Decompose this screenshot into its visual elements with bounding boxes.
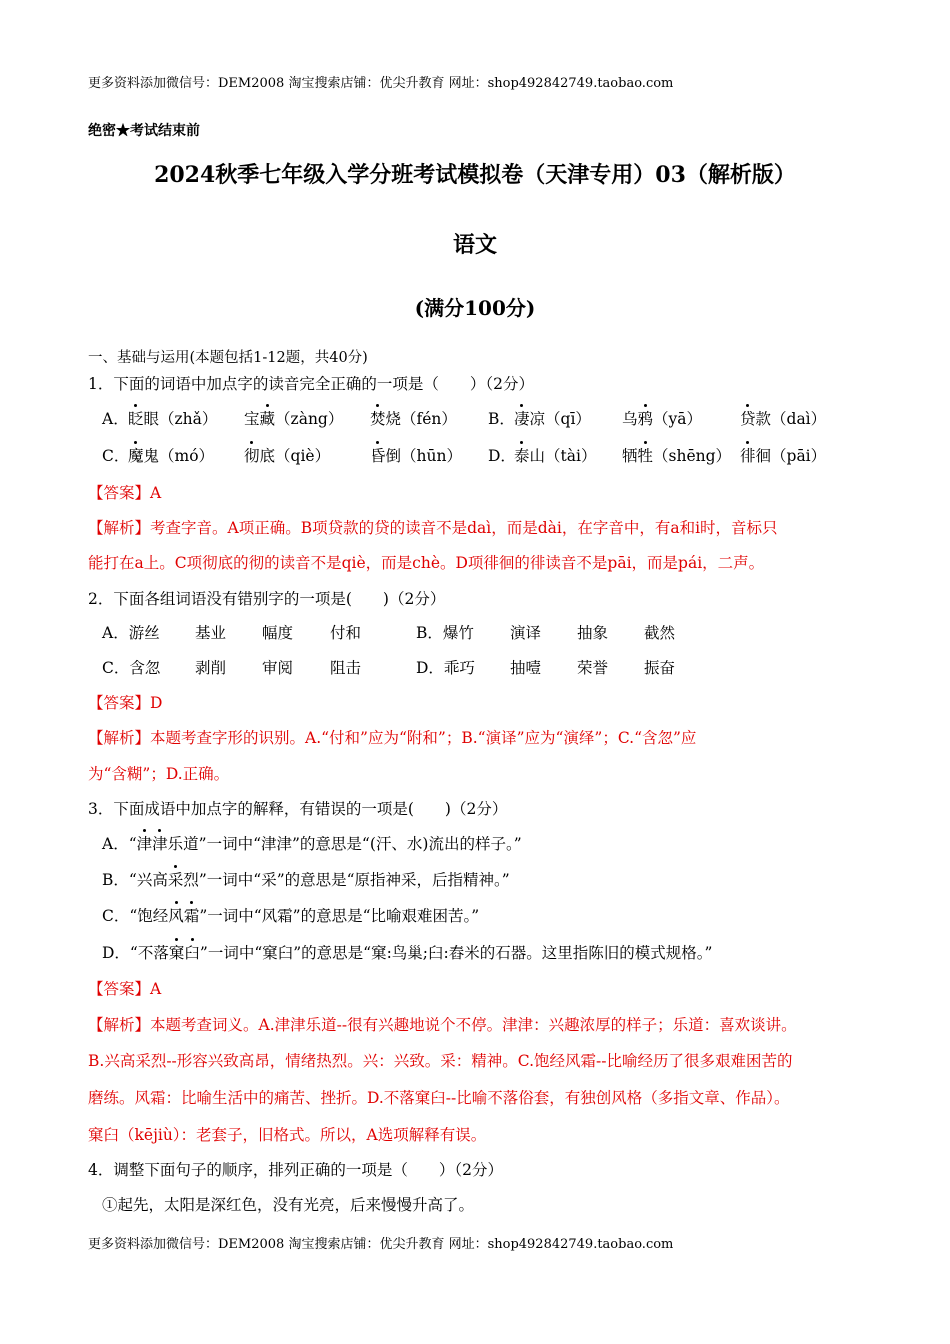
- option-rest: 乐道”一词中“津津”的意思是“(汗、水)流出的样子。”: [167, 835, 522, 853]
- q1-option-c-label: C．: [102, 447, 130, 465]
- q1-option-a-word3: [370, 407, 457, 429]
- q1-option-a-word2: [244, 407, 343, 429]
- option-pre: B．“兴高: [102, 871, 168, 889]
- dot-char: 泰: [514, 444, 530, 466]
- q2-row1-item: 基业: [195, 624, 227, 642]
- q2-stem: 2．下面各组词语没有错别字的一项是( )（2分）: [88, 590, 446, 608]
- q1-option-d-word3: [740, 444, 826, 466]
- q2-row1-item: B．爆竹: [416, 624, 474, 642]
- dot-char: 风: [168, 904, 184, 926]
- word-pre: 乌: [622, 410, 638, 428]
- q1-answer: 【答案】A: [88, 484, 162, 502]
- analysis-text: 考查字音。A项正确。B项贷款的贷的读音不是daì，而是dài，在字音中，有a和i时，音标只: [150, 519, 778, 537]
- q2-row2-item: 抽噎: [510, 659, 542, 677]
- q1-option-d-label: D．: [488, 447, 516, 465]
- q1-option-a-label: A．: [102, 410, 129, 428]
- word-rest: （shēng）: [653, 447, 732, 465]
- analysis-tag: 【解析】: [88, 519, 151, 537]
- analysis-text: 本题考查字形的识别。A.“付和”应为“附和”；B.“演译”应为“演绎”；C.“含忽”应: [150, 729, 697, 747]
- word-rest: 鬼（mó）: [143, 447, 215, 465]
- option-rest: 烈”一词中“采”的意思是“原指神采，后指精神。”: [183, 871, 510, 889]
- word-rest: 款（daì）: [755, 410, 827, 428]
- q3-option-d: [102, 941, 712, 963]
- dot-char: 焚: [370, 407, 386, 429]
- subject-title: 语文: [452, 232, 497, 258]
- word-rest: 眼（zhǎ）: [143, 410, 218, 428]
- option-rest: ”一词中“窠臼”的意思是“窠:鸟巢;臼:舂米的石器。这里指陈旧的模式规格。”: [199, 944, 713, 962]
- q3-answer: 【答案】A: [88, 980, 162, 998]
- q3-analysis-line3: 磨练。风霜：比喻生活中的痛苦、挫折。D.不落窠臼--比喻不落俗套，有独创风格（多指文章、作品）。: [88, 1089, 790, 1107]
- dot-char: 徘: [740, 444, 756, 466]
- q2-row1-item: 幅度: [262, 624, 294, 642]
- word-pre: 宝: [244, 410, 260, 428]
- confidential-label: 绝密★考试结束前: [88, 123, 200, 139]
- q2-row1-item: 演译: [510, 624, 542, 642]
- q2-row2-item: 剥削: [195, 659, 227, 677]
- q1-option-b-word3: [740, 407, 826, 429]
- q2-row2-item: 荣誉: [577, 659, 609, 677]
- q4-sentence-1: ①起先，太阳是深红色，没有光亮，后来慢慢升高了。: [102, 1196, 475, 1214]
- word-pre: 牺: [622, 447, 638, 465]
- q1-option-c-word3: [370, 444, 462, 466]
- q1-option-c-word1: [128, 444, 214, 466]
- dot-char: 霜: [184, 904, 200, 926]
- dot-char: 津: [137, 832, 153, 854]
- q1-analysis-line1: [88, 516, 778, 538]
- q2-row2-item: 振奋: [644, 659, 676, 677]
- q1-option-d-word1: [514, 444, 596, 466]
- q2-answer: 【答案】D: [88, 694, 163, 712]
- word-rest: 山（tài）: [529, 447, 597, 465]
- dot-char: 藏: [260, 407, 276, 429]
- q3-option-b: [102, 868, 510, 890]
- word-rest: （yā）: [653, 410, 703, 428]
- q2-row1-item: 截然: [644, 624, 676, 642]
- analysis-tag: 【解析】: [88, 1016, 151, 1034]
- dot-char: 鸦: [638, 407, 654, 429]
- dot-char: 津: [152, 832, 168, 854]
- option-pre: A．“: [102, 835, 137, 853]
- q2-row2-item: 阻击: [330, 659, 362, 677]
- q3-analysis-line2: B.兴高采烈--形容兴致高昂，情绪热烈。兴：兴致。采：精神。C.饱经风霜--比喻经历了很多艰难困苦的: [88, 1052, 793, 1070]
- analysis-tag: 【解析】: [88, 729, 151, 747]
- dot-char: 魔: [128, 444, 144, 466]
- q1-option-b-word1: [514, 407, 591, 429]
- q1-analysis-line2: 能打在a上。C项彻底的彻的读音不是qiè，而是chè。D项徘徊的徘读音不是pāi，而是pái，二声。: [88, 554, 765, 572]
- q2-row1-item: A．游丝: [102, 624, 160, 642]
- dot-char: 眨: [128, 407, 144, 429]
- dot-char: 牲: [638, 444, 654, 466]
- analysis-text: 本题考查词义。A.津津乐道--很有兴趣地说个不停。津津：兴趣浓厚的样子；乐道：喜欢谈讲。: [150, 1016, 797, 1034]
- section-heading: 一、基础与运用(本题包括1-12题，共40分): [88, 350, 368, 366]
- q1-option-b-word2: [622, 407, 702, 429]
- word-rest: 凉（qī）: [529, 410, 591, 428]
- q3-analysis-line1: [88, 1013, 797, 1035]
- option-rest: ”一词中“风霜”的意思是“比喻艰难困苦。”: [199, 907, 480, 925]
- word-rest: 烧（fén）: [385, 410, 457, 428]
- q2-row1-item: 抽象: [577, 624, 609, 642]
- q2-row2-item: 审阅: [262, 659, 294, 677]
- q2-analysis-line2: 为“含糊”；D.正确。: [88, 765, 230, 783]
- word-rest: 徊（pāi）: [755, 447, 827, 465]
- q3-analysis-line4: 窠臼（kējiù）：老套子，旧格式。所以，A选项解释有误。: [88, 1126, 487, 1144]
- word-rest: （zàng）: [275, 410, 344, 428]
- dot-char: 昏: [370, 444, 386, 466]
- option-pre: C．“饱经: [102, 907, 169, 925]
- dot-char: 贷: [740, 407, 756, 429]
- exam-title: 2024秋季七年级入学分班考试模拟卷（天津专用）03（解析版）: [154, 162, 796, 188]
- q2-row2-item: D．乖巧: [416, 659, 475, 677]
- page-header: 更多资料添加微信号：DEM2008 淘宝搜索店铺：优尖升教育 网址：shop492842749.taobao.com: [88, 76, 674, 91]
- q3-option-c: [102, 904, 479, 926]
- q2-row1-item: 付和: [330, 624, 362, 642]
- q4-stem: 4．调整下面句子的顺序，排列正确的一项是（ ）（2分）: [88, 1161, 503, 1179]
- q3-option-a: [102, 832, 522, 854]
- dot-char: 采: [168, 868, 184, 890]
- q1-option-a-word1: [128, 407, 217, 429]
- option-pre: D．“不落: [102, 944, 169, 962]
- q1-stem: 1．下面的词语中加点字的读音完全正确的一项是（ ）（2分）: [88, 375, 534, 393]
- q2-analysis-line1: [88, 726, 696, 748]
- dot-char: 臼: [184, 941, 200, 963]
- dot-char: 彻: [244, 444, 260, 466]
- q1-option-b-label: B．: [488, 410, 515, 428]
- dot-char: 窠: [169, 941, 185, 963]
- q3-stem: 3．下面成语中加点字的解释，有错误的一项是( )（2分）: [88, 800, 508, 818]
- q2-row2-item: C．含忽: [102, 659, 161, 677]
- word-rest: 底（qiè）: [259, 447, 331, 465]
- full-score: (满分100分): [414, 296, 536, 320]
- q1-option-c-word2: [244, 444, 330, 466]
- page-footer: 更多资料添加微信号：DEM2008 淘宝搜索店铺：优尖升教育 网址：shop492842749.taobao.com: [88, 1237, 674, 1252]
- dot-char: 凄: [514, 407, 530, 429]
- word-rest: 倒（hūn）: [385, 447, 462, 465]
- q1-option-d-word2: [622, 444, 731, 466]
